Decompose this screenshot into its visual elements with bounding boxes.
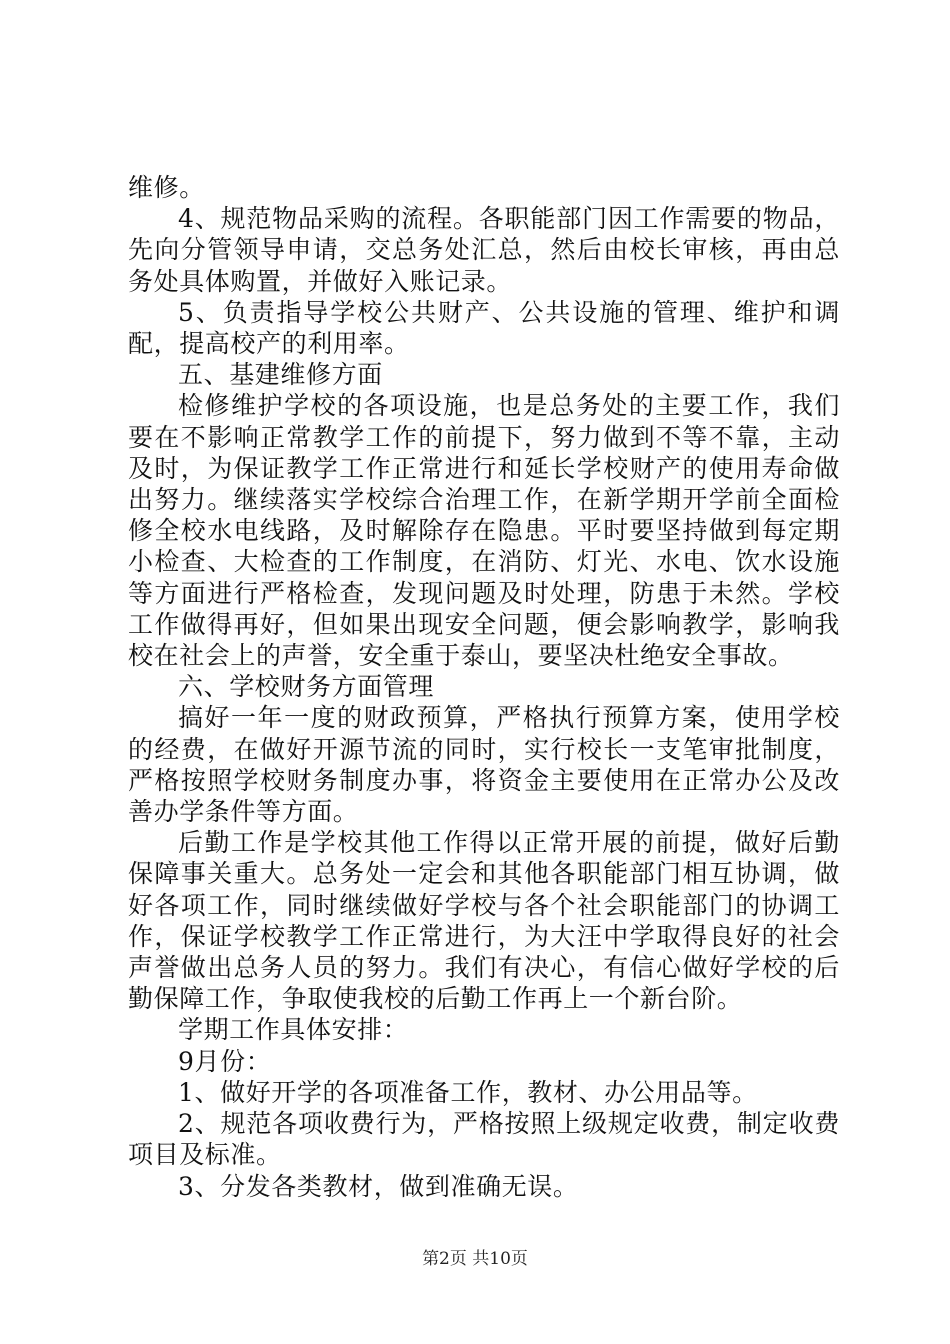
schedule-item-2: 2、规范各项收费行为，严格按照上级规定收费，制定收费项目及标准。 bbox=[128, 1109, 840, 1170]
section-heading-6: 六、学校财务方面管理 bbox=[178, 672, 435, 702]
paragraph-item-5: 5、负责指导学校公共财产、公共设施的管理、维护和调配，提高校产的利用率。 bbox=[128, 297, 840, 359]
section-heading-5: 五、基建维修方面 bbox=[178, 360, 383, 390]
schedule-heading: 学期工作具体安排： bbox=[178, 1015, 409, 1045]
schedule-item-3: 3、分发各类教材，做到准确无误。 bbox=[178, 1171, 579, 1201]
paragraph-maintenance: 检修维护学校的各项设施，也是总务处的主要工作，我们要在不影响正常教学工作的前提下，努力做到不等不靠，主动及时，为保证教学工作正常进行和延长学校财产的使用寿命做出努力。继续落实学校综合治理工作，在新学期开学前全面检修全校水电线路，及时解除存在隐患。平时要坚持做到每定期小检查、大检查的工作制度，在消防、灯光、水电、饮水设施等方面进行严格检查，发现问题及时处理，防患于未然。学校工作做得再好，但如果出现安全问题，便会影响教学，影响我校在社会上的声誉，安全重于泰山，要坚决杜绝安全事故。 bbox=[128, 391, 840, 671]
schedule-item-1: 1、做好开学的各项准备工作，教材、办公用品等。 bbox=[178, 1077, 758, 1107]
month-heading: 9月份： bbox=[178, 1046, 272, 1076]
document-body bbox=[128, 172, 840, 1202]
page-number-footer: 第2页 共10页 bbox=[422, 1249, 528, 1269]
paragraph-logistics: 后勤工作是学校其他工作得以正常开展的前提，做好后勤保障事关重大。总务处一定会和其他各职能部门相互协调，做好各项工作，同时继续做好学校与各个社会职能部门的协调工作，保证学校教学工作正常进行，为大汪中学取得良好的社会声誉做出总务人员的努力。我们有决心，有信心做好学校的后勤保障工作，争取使我校的后勤工作再上一个新台阶。 bbox=[128, 828, 840, 1014]
paragraph-item-4: 4、规范物品采购的流程。各职能部门因工作需要的物品，先向分管领导申请，交总务处汇总，然后由校长审核，再由总务处具体购置，并做好入账记录。 bbox=[128, 204, 840, 296]
paragraph-continuation: 维修。 bbox=[128, 173, 205, 202]
paragraph-finance: 搞好一年一度的财政预算，严格执行预算方案，使用学校的经费，在做好开源节流的同时，实行校长一支笔审批制度，严格按照学校财务制度办事，将资金主要使用在正常办公及改善办学条件等方面。 bbox=[128, 703, 840, 827]
